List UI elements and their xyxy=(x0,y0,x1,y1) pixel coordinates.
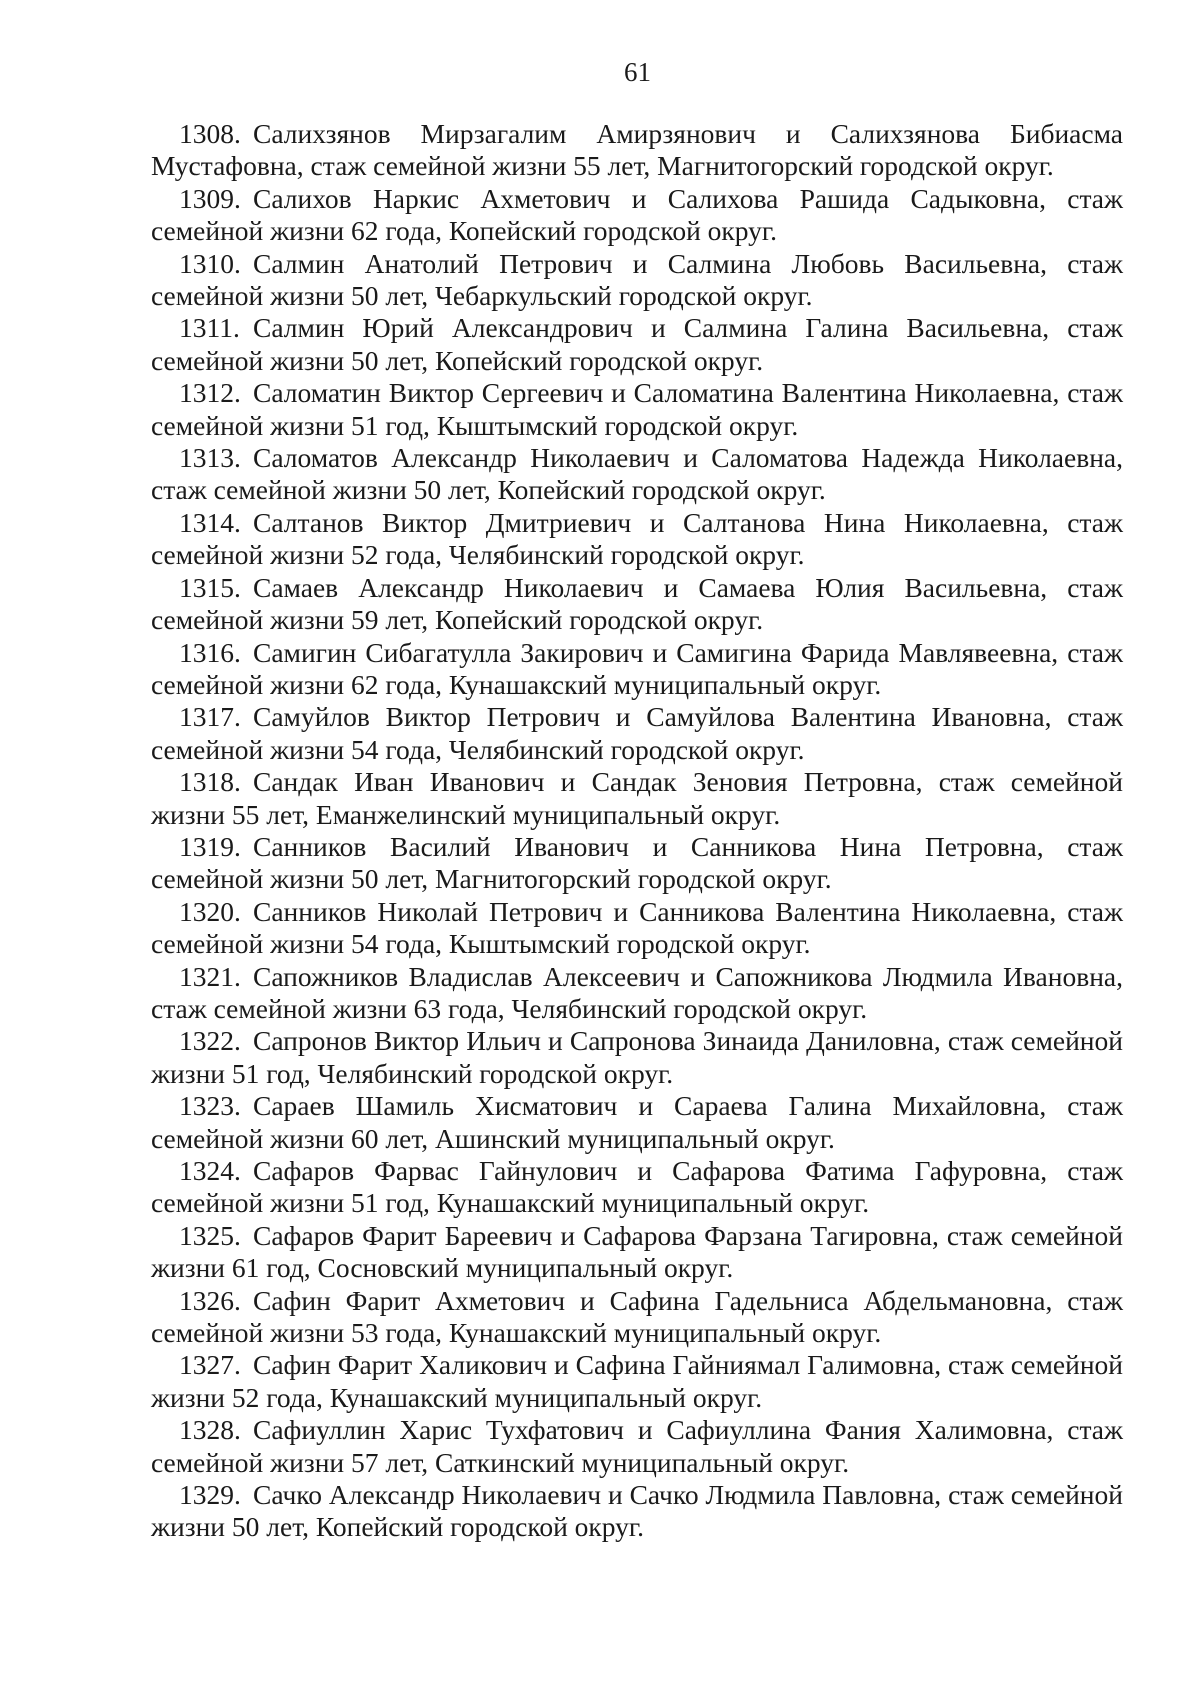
list-item xyxy=(151,1349,1123,1414)
entry-text: Сафаров Фарит Бареевич и Сафарова Фарзана Тагировна, стаж семейной жизни 61 год, Сосновский муниципальный округ. xyxy=(151,1219,1123,1284)
entry-text: Сафаров Фарвас Гайнулович и Сафарова Фатима Гафуровна, стаж семейной жизни 51 год, Кунашакский муниципальный округ. xyxy=(151,1155,1123,1219)
entry-text: Сафин Фарит Халикович и Сафина Гайниямал Галимовна, стаж семейной жизни 52 года, Кунашакский муниципальный округ. xyxy=(151,1349,1123,1413)
entry-text: Сафин Фарит Ахметович и Сафина Гадельниса Абдельмановна, стаж семейной жизни 53 года, Кунашакский муниципальный округ. xyxy=(151,1284,1123,1349)
entry-number: 1317. xyxy=(179,701,241,733)
list-item xyxy=(151,1090,1123,1155)
entry-number: 1319. xyxy=(179,830,241,862)
entry-text: Сараев Шамиль Хисматович и Сараева Галина Михайловна, стаж семейной жизни 60 лет, Ашинский муниципальный округ. xyxy=(151,1090,1123,1154)
entry-number: 1329. xyxy=(179,1479,241,1511)
entry-number: 1318. xyxy=(179,766,241,798)
list-item xyxy=(151,312,1123,377)
entry-text: Сафиуллин Харис Тухфатович и Сафиуллина Фания Халимовна, стаж семейной жизни 57 лет, Саткинский муниципальный округ. xyxy=(151,1414,1123,1478)
list-item xyxy=(151,118,1123,183)
entry-number: 1325. xyxy=(179,1219,241,1251)
entry-text: Салихов Наркис Ахметович и Салихова Рашида Садыковна, стаж семейной жизни 62 года, Копейский городской округ. xyxy=(151,182,1123,247)
entry-text: Самуйлов Виктор Петрович и Самуйлова Валентина Ивановна, стаж семейной жизни 54 года, Челябинский городской округ. xyxy=(151,701,1123,765)
list-item xyxy=(151,766,1123,831)
entry-number: 1309. xyxy=(179,182,241,214)
entry-number: 1314. xyxy=(179,506,241,538)
page-number: 61 xyxy=(624,57,651,87)
entry-text: Салихзянов Мирзагалим Амирзянович и Салихзянова Бибиасма Мустафовна, стаж семейной жизни 55 лет, Магнитогорский городской округ. xyxy=(151,118,1123,182)
list-item xyxy=(151,831,1123,896)
entry-text: Саломатов Александр Николаевич и Саломатова Надежда Николаевна, стаж семейной жизни 50 лет, Копейский городской округ. xyxy=(151,442,1123,506)
list-item xyxy=(151,183,1123,248)
list-item xyxy=(151,1414,1123,1479)
list-item xyxy=(151,896,1123,961)
entry-text: Сандак Иван Иванович и Сандак Зеновия Петровна, стаж семейной жизни 55 лет, Еманжелинский муниципальный округ. xyxy=(151,766,1123,830)
entry-number: 1312. xyxy=(179,377,241,409)
list-item xyxy=(151,248,1123,313)
entry-text: Самигин Сибагатулла Закирович и Самигина Фарида Мавлявеевна, стаж семейной жизни 62 года, Кунашакский муниципальный округ. xyxy=(151,636,1123,700)
entry-number: 1322. xyxy=(179,1025,241,1057)
entry-list xyxy=(151,118,1123,1544)
entry-text: Сапожников Владислав Алексеевич и Сапожникова Людмила Ивановна, стаж семейной жизни 63 года, Челябинский городской округ. xyxy=(151,960,1123,1024)
entry-number: 1327. xyxy=(179,1349,241,1381)
list-item xyxy=(151,1155,1123,1220)
entry-text: Сапронов Виктор Ильич и Сапронова Зинаида Даниловна, стаж семейной жизни 51 год, Челябинский городской округ. xyxy=(151,1025,1123,1089)
list-item xyxy=(151,1025,1123,1090)
entry-number: 1316. xyxy=(179,636,241,668)
list-item xyxy=(151,442,1123,507)
entry-text: Салтанов Виктор Дмитриевич и Салтанова Нина Николаевна, стаж семейной жизни 52 года, Челябинский городской округ. xyxy=(151,506,1123,571)
entry-number: 1311. xyxy=(179,312,240,344)
entry-number: 1310. xyxy=(179,247,241,279)
list-item xyxy=(151,961,1123,1026)
list-item xyxy=(151,377,1123,442)
list-item xyxy=(151,1479,1123,1544)
entry-number: 1323. xyxy=(179,1090,241,1122)
list-item xyxy=(151,1220,1123,1285)
entry-text: Санников Николай Петрович и Санникова Валентина Николаевна, стаж семейной жизни 54 года, Кыштымский городской округ. xyxy=(151,895,1123,960)
entry-number: 1313. xyxy=(179,442,241,474)
entry-number: 1324. xyxy=(179,1155,241,1186)
entry-number: 1315. xyxy=(179,571,241,603)
entry-number: 1328. xyxy=(179,1414,241,1446)
entry-text: Санников Василий Иванович и Санникова Нина Петровна, стаж семейной жизни 50 лет, Магнитогорский городской округ. xyxy=(151,830,1123,895)
entry-text: Сачко Александр Николаевич и Сачко Людмила Павловна, стаж семейной жизни 50 лет, Копейский городской округ. xyxy=(151,1479,1123,1543)
list-item xyxy=(151,701,1123,766)
entry-text: Самаев Александр Николаевич и Самаева Юлия Васильевна, стаж семейной жизни 59 лет, Копейский городской округ. xyxy=(151,571,1123,636)
entry-number: 1308. xyxy=(179,118,241,149)
entry-text: Салмин Анатолий Петрович и Салмина Любовь Васильевна, стаж семейной жизни 50 лет, Чебаркульский городской округ. xyxy=(151,247,1123,312)
list-item xyxy=(151,637,1123,702)
list-item xyxy=(151,507,1123,572)
entry-number: 1320. xyxy=(179,895,241,927)
list-item xyxy=(151,572,1123,637)
entry-number: 1321. xyxy=(179,960,241,992)
entry-number: 1326. xyxy=(179,1284,241,1316)
entry-text: Саломатин Виктор Сергеевич и Саломатина Валентина Николаевна, стаж семейной жизни 51 год, Кыштымский городской округ. xyxy=(151,377,1123,441)
list-item xyxy=(151,1285,1123,1350)
entry-text: Салмин Юрий Александрович и Салмина Галина Васильевна, стаж семейной жизни 50 лет, Копейский городской округ. xyxy=(151,312,1123,376)
